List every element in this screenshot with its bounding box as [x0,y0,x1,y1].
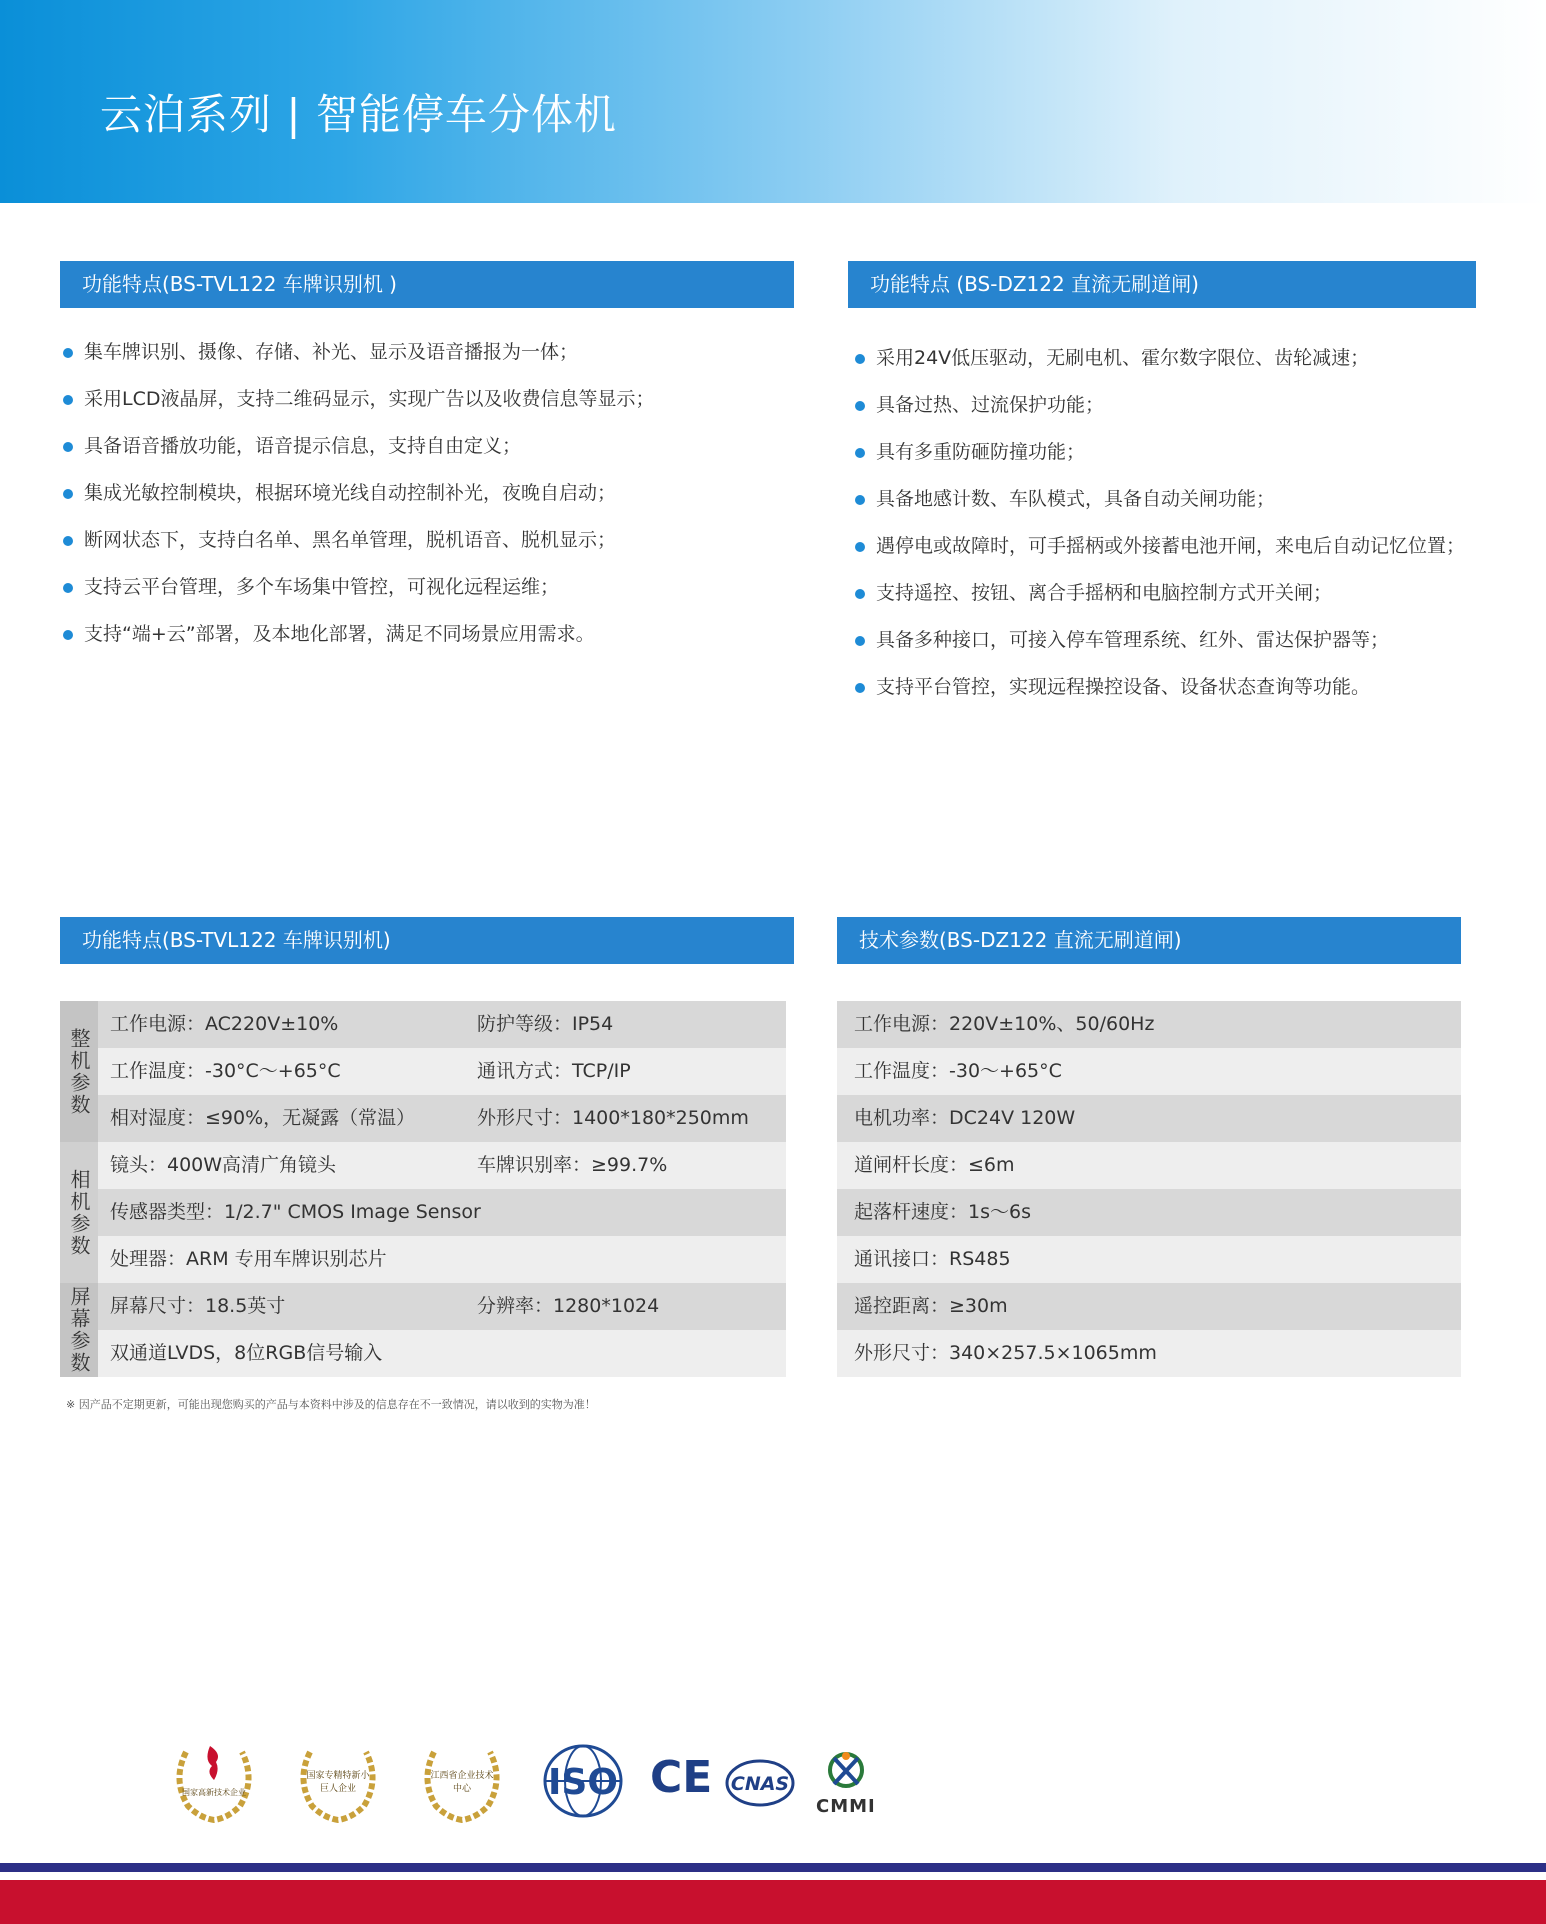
table-row: 相对湿度：≤90%，无凝露（常温） 外形尺寸：1400*180*250mm [60,1095,786,1142]
bullet-icon [855,683,865,693]
bullet-icon [855,401,865,411]
list-item: 支持云平台管理，多个车场集中管控，可视化远程运维； [60,572,780,619]
table-row: 起落杆速度：1s～6s [837,1189,1461,1236]
bullet-icon [63,395,73,405]
features-right-heading: 功能特点 (BS-DZ122 直流无刷道闸) [848,261,1476,308]
list-item: 遇停电或故障时，可手摇柄或外接蓄电池开闸，来电后自动记忆位置； [852,531,1512,578]
ce-mark-icon: CE [650,1752,713,1803]
table-row: 电机功率：DC24V 120W [837,1095,1461,1142]
bullet-icon [855,589,865,599]
list-item: 支持“端+云”部署，及本地化部署，满足不同场景应用需求。 [60,619,780,666]
list-item: 具有多重防砸防撞功能； [852,437,1512,484]
footer-stripe-blue [0,1863,1546,1872]
table-row: 工作温度：-30°C～+65°C 通讯方式：TCP/IP [60,1048,786,1095]
group-label-screen: 屏幕参数 [60,1283,98,1377]
high-tech-enterprise-badge: 国家高新技术企业 [166,1740,262,1824]
page-title: 云泊系列 | 智能停车分体机 [100,90,617,139]
list-item: 采用LCD液晶屏，支持二维码显示，实现广告以及收费信息等显示； [60,384,780,431]
table-row: 屏幕尺寸：18.5英寸 分辨率：1280*1024 [60,1283,786,1330]
cnas-logo-icon [724,1757,796,1809]
list-item: 具备地感计数、车队模式，具备自动关闸功能； [852,484,1512,531]
tech-center-badge: 江西省企业技术中心 [414,1740,510,1824]
specialized-enterprise-badge: 国家专精特新小巨人企业 [290,1740,386,1824]
list-item: 断网状态下，支持白名单、黑名单管理，脱机语音、脱机显示； [60,525,780,572]
features-left-heading: 功能特点(BS-TVL122 车牌识别机 ) [60,261,794,308]
specs-left-table [60,1001,786,1377]
list-item: 支持遥控、按钮、离合手摇柄和电脑控制方式开关闸； [852,578,1512,625]
features-left-list [60,337,780,666]
bullet-icon [63,442,73,452]
features-right-list [852,343,1512,719]
group-label-camera: 相机参数 [60,1142,98,1283]
laurel-icon [166,1740,262,1824]
bullet-icon [63,489,73,499]
specs-right-heading: 技术参数(BS-DZ122 直流无刷道闸) [837,917,1461,964]
list-item: 具备语音播放功能，语音提示信息，支持自由定义； [60,431,780,478]
bullet-icon [855,636,865,646]
bullet-icon [63,630,73,640]
disclaimer-note: ※ 因产品不定期更新，可能出现您购买的产品与本资料中涉及的信息存在不一致情况，请以收到的实物为准！ [66,1398,596,1411]
list-item: 集车牌识别、摄像、存储、补光、显示及语音播报为一体； [60,337,780,384]
bullet-icon [63,536,73,546]
bullet-icon [855,495,865,505]
svg-text:ISO: ISO [548,1762,618,1803]
svg-text:CNAS: CNAS [730,1773,790,1795]
table-row: 双通道LVDS，8位RGB信号输入 [60,1330,786,1377]
specs-right-table [837,1001,1461,1377]
cmmi-label: CMMI [816,1796,876,1817]
list-item: 集成光敏控制模块，根据环境光线自动控制补光，夜晚自启动； [60,478,780,525]
table-row: 遥控距离：≥30m [837,1283,1461,1330]
iso-logo-icon [540,1742,626,1820]
list-item: 具备多种接口，可接入停车管理系统、红外、雷达保护器等； [852,625,1512,672]
bullet-icon [63,348,73,358]
table-row: 通讯接口：RS485 [837,1236,1461,1283]
header-banner [0,0,1546,203]
cmmi-logo-icon [826,1748,866,1794]
footer-stripe-red [0,1880,1546,1924]
list-item: 采用24V低压驱动，无刷电机、霍尔数字限位、齿轮减速； [852,343,1512,390]
table-row: 传感器类型：1/2.7" CMOS Image Sensor [60,1189,786,1236]
table-row: 工作温度：-30～+65°C [837,1048,1461,1095]
table-row: 工作电源：AC220V±10% 防护等级：IP54 [60,1001,786,1048]
table-row: 外形尺寸：340×257.5×1065mm [837,1330,1461,1377]
table-row: 道闸杆长度：≤6m [837,1142,1461,1189]
table-row: 镜头：400W高清广角镜头 车牌识别率：≥99.7% [60,1142,786,1189]
list-item: 具备过热、过流保护功能； [852,390,1512,437]
bullet-icon [855,448,865,458]
table-row: 工作电源：220V±10%、50/60Hz [837,1001,1461,1048]
bullet-icon [855,542,865,552]
specs-left-heading: 功能特点(BS-TVL122 车牌识别机) [60,917,794,964]
bullet-icon [855,354,865,364]
group-label-machine: 整机参数 [60,1001,98,1142]
list-item: 支持平台管控，实现远程操控设备、设备状态查询等功能。 [852,672,1512,719]
bullet-icon [63,583,73,593]
table-row: 处理器：ARM 专用车牌识别芯片 [60,1236,786,1283]
